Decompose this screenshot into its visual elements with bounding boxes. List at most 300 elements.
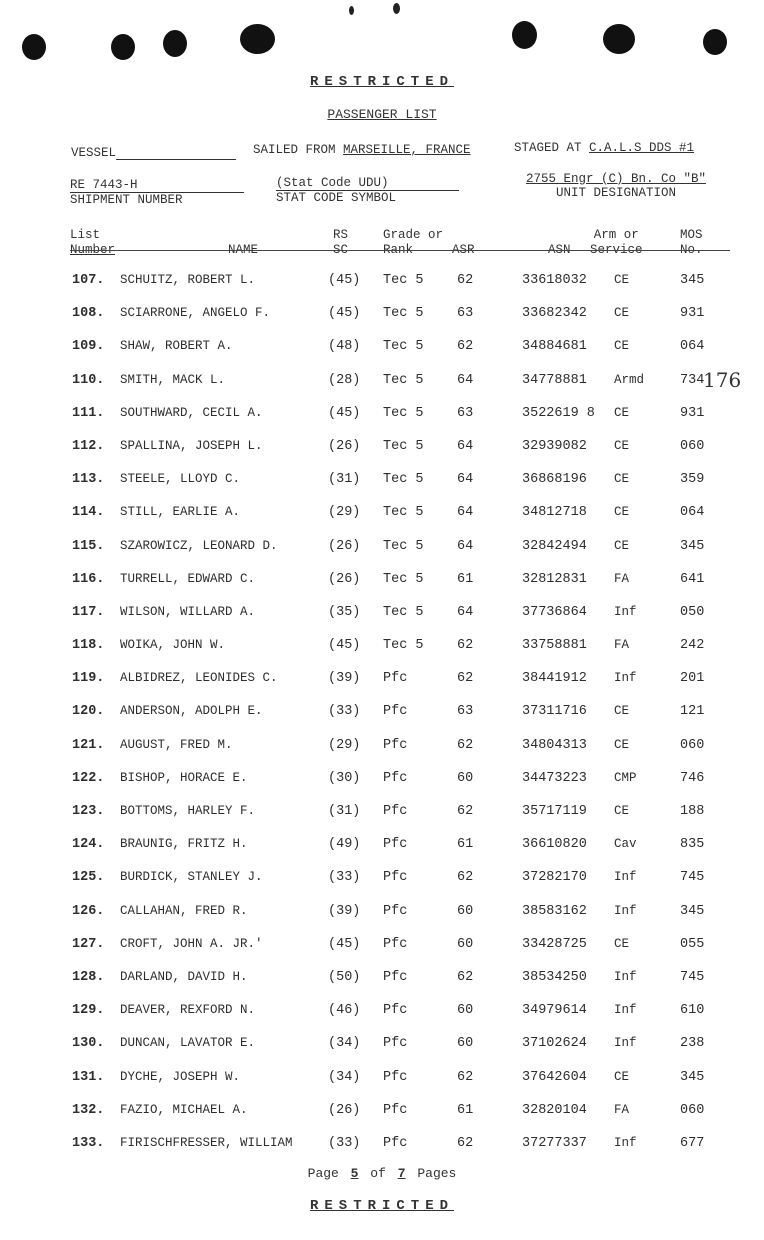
- cell-arm-or-service: Armd: [614, 372, 645, 387]
- cell-asn: 38534250: [522, 969, 587, 985]
- cell-rs-sc: (29): [328, 505, 361, 521]
- cell-asn: 37102624: [522, 1036, 587, 1052]
- cell-asn: 36868196: [522, 472, 587, 488]
- cell-asr: 60: [457, 1003, 474, 1019]
- cell-mos-number: 746: [680, 770, 705, 786]
- unit-designation-value: 2755 Engr (C) Bn. Co "B": [525, 172, 707, 186]
- page-indicator: [0, 1166, 764, 1181]
- cell-mos-number: 345: [680, 903, 705, 919]
- cell-name: AUGUST, FRED M.: [120, 737, 233, 752]
- cell-asr: 63: [457, 306, 474, 322]
- cell-arm-or-service: Inf: [614, 870, 637, 885]
- classification-bottom: RESTRICTED: [309, 1198, 454, 1214]
- cell-name: FAZIO, MICHAEL A.: [120, 1102, 248, 1117]
- table-row: [0, 265, 764, 298]
- col-header-name: NAME: [228, 243, 259, 257]
- cell-arm-or-service: Inf: [614, 1135, 637, 1150]
- table-row: [0, 398, 764, 431]
- cell-name: SOUTHWARD, CECIL A.: [120, 405, 263, 420]
- cell-asr: 64: [457, 604, 474, 620]
- cell-asr: 64: [457, 438, 474, 454]
- cell-asr: 64: [457, 372, 474, 388]
- cell-rs-sc: (48): [328, 339, 361, 355]
- cell-name: DARLAND, DAVID H.: [120, 969, 248, 984]
- cell-name: DYCHE, JOSEPH W.: [120, 1069, 241, 1084]
- cell-rs-sc: (33): [328, 1135, 361, 1151]
- table-row: [0, 796, 764, 829]
- cell-asn: 34979614: [522, 1003, 587, 1019]
- cell-asn: 33682342: [522, 306, 587, 322]
- sailed-from-label: SAILED FROM: [253, 143, 336, 157]
- binder-hole: [240, 24, 275, 54]
- cell-mos-number: 064: [680, 505, 705, 521]
- cell-mos-number: 242: [680, 638, 705, 654]
- page-prefix: Page: [307, 1166, 339, 1181]
- cell-list-number: 129.: [72, 1003, 105, 1019]
- cell-rs-sc: (33): [328, 870, 361, 886]
- cell-arm-or-service: FA: [614, 571, 630, 586]
- staged-at-field: [514, 141, 694, 155]
- cell-asn: 32820104: [522, 1102, 587, 1118]
- cell-mos-number: 641: [680, 571, 705, 587]
- sailed-from-field: [253, 143, 471, 157]
- cell-asr: 62: [457, 737, 474, 753]
- cell-asn: 37282170: [522, 870, 587, 886]
- col-header-line: Arm or: [593, 228, 639, 242]
- table-row: [0, 365, 764, 398]
- cell-grade: Tec 5: [383, 638, 424, 654]
- staged-at-label: STAGED AT: [514, 141, 582, 155]
- cell-mos-number: 745: [680, 870, 705, 886]
- cell-grade: Pfc: [383, 936, 408, 952]
- cell-asn: 34804313: [522, 737, 587, 753]
- cell-arm-or-service: Inf: [614, 903, 637, 918]
- shipment-number-label: SHIPMENT NUMBER: [70, 193, 183, 207]
- cell-asn: 36610820: [522, 837, 587, 853]
- col-header-line: Rank: [383, 243, 414, 257]
- table-row: [0, 630, 764, 663]
- cell-rs-sc: (30): [328, 770, 361, 786]
- table-row: [0, 1062, 764, 1095]
- cell-asr: 64: [457, 538, 474, 554]
- cell-list-number: 116.: [72, 571, 105, 587]
- ink-speck: [393, 3, 400, 14]
- cell-asr: 60: [457, 1036, 474, 1052]
- cell-rs-sc: (31): [328, 804, 361, 819]
- cell-asr: 62: [457, 339, 474, 355]
- cell-asn: 38583162: [522, 903, 587, 919]
- cell-list-number: 130.: [72, 1036, 105, 1052]
- cell-arm-or-service: Cav: [614, 837, 637, 852]
- table-row: [0, 298, 764, 331]
- cell-asn: 35717119: [522, 804, 587, 819]
- page-total: 7: [397, 1166, 406, 1181]
- cell-asr: 62: [457, 273, 474, 288]
- binder-hole: [163, 30, 187, 57]
- cell-mos-number: 345: [680, 273, 705, 288]
- cell-mos-number: 201: [680, 671, 705, 687]
- table-row: [0, 464, 764, 497]
- cell-asr: 62: [457, 1135, 474, 1151]
- cell-name: CALLAHAN, FRED R.: [120, 903, 248, 918]
- cell-list-number: 132.: [72, 1102, 105, 1118]
- table-row: [0, 896, 764, 929]
- binder-hole: [703, 29, 727, 55]
- classification-top: RESTRICTED: [309, 74, 454, 90]
- cell-list-number: 112.: [72, 438, 105, 454]
- cell-grade: Tec 5: [383, 273, 424, 288]
- cell-mos-number: 055: [680, 936, 705, 952]
- col-header-line: MOS: [680, 228, 703, 242]
- cell-asn: 34884681: [522, 339, 587, 355]
- cell-list-number: 113.: [72, 472, 105, 488]
- shipment-number-field: [70, 178, 244, 207]
- cell-asn: 38441912: [522, 671, 587, 687]
- cell-rs-sc: (35): [328, 604, 361, 620]
- cell-name: SPALLINA, JOSEPH L.: [120, 438, 263, 453]
- cell-grade: Pfc: [383, 804, 408, 819]
- cell-grade: Pfc: [383, 671, 408, 687]
- cell-list-number: 120.: [72, 704, 105, 720]
- passenger-table: [0, 265, 764, 1161]
- cell-arm-or-service: CE: [614, 339, 630, 354]
- cell-rs-sc: (45): [328, 273, 361, 288]
- cell-list-number: 115.: [72, 538, 105, 554]
- cell-rs-sc: (33): [328, 704, 361, 720]
- cell-grade: Tec 5: [383, 405, 424, 421]
- cell-arm-or-service: Inf: [614, 604, 637, 619]
- cell-mos-number: 359: [680, 472, 705, 488]
- cell-rs-sc: (34): [328, 1069, 361, 1085]
- cell-rs-sc: (45): [328, 638, 361, 654]
- cell-list-number: 109.: [72, 339, 105, 355]
- col-header-line: No.: [680, 243, 703, 257]
- vessel-label: VESSEL: [71, 146, 117, 160]
- cell-list-number: 133.: [72, 1135, 105, 1151]
- cell-asr: 63: [457, 405, 474, 421]
- page-current: 5: [350, 1166, 359, 1181]
- cell-grade: Pfc: [383, 770, 408, 786]
- cell-mos-number: 677: [680, 1135, 705, 1151]
- cell-name: ALBIDREZ, LEONIDES C.: [120, 671, 278, 686]
- cell-asn: 3522619 8: [522, 405, 595, 421]
- table-row: [0, 497, 764, 530]
- cell-grade: Pfc: [383, 969, 408, 985]
- cell-asn: 34812718: [522, 505, 587, 521]
- cell-asr: 62: [457, 969, 474, 985]
- cell-rs-sc: (26): [328, 538, 361, 554]
- cell-name: SMITH, MACK L.: [120, 372, 226, 387]
- cell-asr: 64: [457, 505, 474, 521]
- cell-asr: 60: [457, 903, 474, 919]
- col-header-asr: ASR: [452, 243, 475, 257]
- cell-arm-or-service: CE: [614, 273, 630, 287]
- vessel-field: [71, 146, 236, 160]
- cell-name: ANDERSON, ADOLPH E.: [120, 704, 263, 719]
- cell-list-number: 114.: [72, 505, 105, 521]
- cell-rs-sc: (45): [328, 306, 361, 322]
- cell-name: STEELE, LLOYD C.: [120, 472, 241, 487]
- cell-list-number: 117.: [72, 604, 105, 620]
- binder-hole: [512, 21, 537, 49]
- col-header-mos: [680, 228, 703, 258]
- cell-list-number: 107.: [72, 273, 105, 288]
- cell-grade: Tec 5: [383, 604, 424, 620]
- cell-grade: Pfc: [383, 1036, 408, 1052]
- cell-asn: 32939082: [522, 438, 587, 454]
- cell-asn: 37277337: [522, 1135, 587, 1151]
- cell-list-number: 123.: [72, 804, 105, 819]
- cell-name: BOTTOMS, HARLEY F.: [120, 804, 256, 818]
- table-row: [0, 696, 764, 729]
- cell-name: FIRISCHFRESSER, WILLIAM: [120, 1135, 293, 1150]
- cell-arm-or-service: CE: [614, 538, 630, 553]
- col-header-list-number: [70, 228, 115, 258]
- cell-asn: 33428725: [522, 936, 587, 952]
- table-row: [0, 1028, 764, 1061]
- cell-name: SHAW, ROBERT A.: [120, 339, 233, 354]
- cell-name: STILL, EARLIE A.: [120, 505, 241, 520]
- cell-asr: 61: [457, 571, 474, 587]
- cell-name: BRAUNIG, FRITZ H.: [120, 837, 248, 852]
- cell-asr: 61: [457, 837, 474, 853]
- cell-list-number: 128.: [72, 969, 105, 985]
- cell-grade: Pfc: [383, 837, 408, 853]
- cell-grade: Pfc: [383, 1102, 408, 1118]
- cell-arm-or-service: CE: [614, 306, 630, 321]
- cell-list-number: 122.: [72, 770, 105, 786]
- cell-asr: 62: [457, 870, 474, 886]
- cell-rs-sc: (39): [328, 671, 361, 687]
- cell-list-number: 124.: [72, 837, 105, 853]
- cell-name: WILSON, WILLARD A.: [120, 604, 256, 619]
- cell-list-number: 125.: [72, 870, 105, 886]
- cell-grade: Tec 5: [383, 372, 424, 388]
- cell-asn: 32812831: [522, 571, 587, 587]
- cell-mos-number: 345: [680, 1069, 705, 1085]
- cell-list-number: 127.: [72, 936, 105, 952]
- cell-name: DEAVER, REXFORD N.: [120, 1003, 256, 1018]
- binder-hole: [22, 34, 46, 60]
- cell-name: SCIARRONE, ANGELO F.: [120, 306, 271, 321]
- cell-mos-number: 734: [680, 372, 705, 388]
- unit-designation-label: UNIT DESIGNATION: [555, 186, 677, 200]
- table-row: [0, 862, 764, 895]
- cell-grade: Tec 5: [383, 505, 424, 521]
- cell-grade: Pfc: [383, 870, 408, 886]
- cell-arm-or-service: CE: [614, 405, 630, 420]
- cell-asr: 62: [457, 1069, 474, 1085]
- cell-name: BISHOP, HORACE E.: [120, 770, 248, 785]
- cell-asn: 32842494: [522, 538, 587, 554]
- cell-rs-sc: (31): [328, 472, 361, 488]
- cell-mos-number: 060: [680, 438, 705, 454]
- cell-asr: 63: [457, 704, 474, 720]
- cell-name: WOIKA, JOHN W.: [120, 638, 226, 653]
- cell-arm-or-service: FA: [614, 1102, 630, 1117]
- cell-mos-number: 745: [680, 969, 705, 985]
- table-row: [0, 995, 764, 1028]
- cell-asn: 37311716: [522, 704, 587, 720]
- cell-mos-number: 050: [680, 604, 705, 620]
- table-row: [0, 962, 764, 995]
- col-header-asn: ASN: [548, 243, 571, 257]
- staged-at-value: C.A.L.S DDS #1: [589, 141, 695, 155]
- cell-asn: 37642604: [522, 1069, 587, 1085]
- shipment-number-value: RE 7443-H: [70, 178, 244, 193]
- cell-arm-or-service: Inf: [614, 1036, 637, 1051]
- cell-grade: Tec 5: [383, 339, 424, 355]
- header-rule: [70, 250, 730, 251]
- document-title: PASSENGER LIST: [327, 107, 437, 122]
- stat-code-field: [276, 176, 459, 205]
- cell-list-number: 111.: [72, 405, 105, 421]
- cell-asn: 34473223: [522, 770, 587, 786]
- cell-asn: 34778881: [522, 372, 587, 388]
- cell-arm-or-service: CE: [614, 936, 630, 951]
- cell-rs-sc: (50): [328, 969, 361, 985]
- cell-arm-or-service: FA: [614, 638, 630, 653]
- cell-rs-sc: (28): [328, 372, 361, 388]
- table-row: [0, 564, 764, 597]
- cell-name: CROFT, JOHN A. JR.': [120, 936, 263, 951]
- binder-hole: [111, 34, 135, 60]
- cell-arm-or-service: Inf: [614, 969, 637, 984]
- col-header-line: RS: [333, 228, 349, 242]
- cell-list-number: 118.: [72, 638, 105, 654]
- cell-list-number: 126.: [72, 903, 105, 919]
- cell-list-number: 131.: [72, 1069, 105, 1085]
- cell-asn: 33758881: [522, 638, 587, 654]
- cell-grade: Pfc: [383, 1135, 408, 1151]
- cell-list-number: 119.: [72, 671, 105, 687]
- col-header-rs-sc: [333, 228, 348, 258]
- cell-asr: 62: [457, 804, 474, 819]
- cell-asr: 60: [457, 770, 474, 786]
- cell-list-number: 121.: [72, 737, 105, 753]
- unit-designation-field: [508, 172, 724, 200]
- cell-arm-or-service: Inf: [614, 1003, 637, 1018]
- cell-rs-sc: (34): [328, 1036, 361, 1052]
- page-of: of: [370, 1166, 386, 1181]
- binder-hole: [603, 24, 635, 54]
- cell-name: SCHUITZ, ROBERT L.: [120, 273, 256, 287]
- cell-rs-sc: (26): [328, 571, 361, 587]
- cell-arm-or-service: CE: [614, 438, 630, 453]
- cell-rs-sc: (45): [328, 936, 361, 952]
- stat-code-label: STAT CODE SYMBOL: [276, 191, 397, 205]
- cell-rs-sc: (29): [328, 737, 361, 753]
- col-header-line: Grade or: [383, 228, 444, 242]
- table-row: [0, 1128, 764, 1161]
- cell-name: DUNCAN, LAVATOR E.: [120, 1036, 256, 1051]
- table-row: [0, 597, 764, 630]
- col-header-line: Number: [70, 243, 116, 257]
- stat-code-value: (Stat Code UDU): [276, 176, 459, 191]
- cell-mos-number: 121: [680, 704, 705, 720]
- cell-rs-sc: (39): [328, 903, 361, 919]
- cell-arm-or-service: CE: [614, 1069, 630, 1084]
- cell-mos-number: 060: [680, 1102, 705, 1118]
- col-header-line: Service: [590, 243, 643, 257]
- cell-grade: Pfc: [383, 903, 408, 919]
- cell-grade: Tec 5: [383, 472, 424, 488]
- table-row: [0, 730, 764, 763]
- handwritten-mark: 176: [703, 368, 742, 392]
- sailed-from-value: MARSEILLE, FRANCE: [343, 143, 471, 157]
- cell-asn: 37736864: [522, 604, 587, 620]
- cell-grade: Tec 5: [383, 306, 424, 322]
- cell-asr: 64: [457, 472, 474, 488]
- cell-arm-or-service: CMP: [614, 770, 637, 785]
- cell-list-number: 110.: [72, 372, 105, 388]
- cell-arm-or-service: CE: [614, 737, 630, 752]
- cell-mos-number: 060: [680, 737, 705, 753]
- cell-mos-number: 931: [680, 405, 705, 421]
- col-header-arm: [590, 228, 643, 258]
- table-row: [0, 929, 764, 962]
- cell-mos-number: 188: [680, 804, 705, 819]
- cell-grade: Pfc: [383, 1003, 408, 1019]
- cell-grade: Pfc: [383, 737, 408, 753]
- cell-grade: Tec 5: [383, 438, 424, 454]
- cell-rs-sc: (46): [328, 1003, 361, 1019]
- cell-grade: Pfc: [383, 704, 408, 720]
- cell-name: SZAROWICZ, LEONARD D.: [120, 538, 278, 553]
- cell-arm-or-service: CE: [614, 704, 630, 719]
- cell-rs-sc: (26): [328, 1102, 361, 1118]
- cell-asn: 33618032: [522, 273, 587, 288]
- cell-arm-or-service: CE: [614, 505, 630, 520]
- cell-name: TURRELL, EDWARD C.: [120, 571, 256, 586]
- vessel-value: [116, 159, 236, 160]
- cell-arm-or-service: CE: [614, 472, 630, 487]
- cell-asr: 60: [457, 936, 474, 952]
- table-row: [0, 663, 764, 696]
- cell-name: BURDICK, STANLEY J.: [120, 870, 263, 885]
- table-row: [0, 1095, 764, 1128]
- table-row: [0, 431, 764, 464]
- cell-asr: 62: [457, 671, 474, 687]
- table-row: [0, 829, 764, 862]
- cell-rs-sc: (26): [328, 438, 361, 454]
- col-header-line: SC: [333, 243, 349, 257]
- cell-rs-sc: (49): [328, 837, 361, 853]
- table-row: [0, 763, 764, 796]
- cell-asr: 61: [457, 1102, 474, 1118]
- page-suffix: Pages: [417, 1166, 457, 1181]
- cell-mos-number: 238: [680, 1036, 705, 1052]
- cell-grade: Tec 5: [383, 571, 424, 587]
- col-header-grade: [383, 228, 443, 258]
- cell-asr: 62: [457, 638, 474, 654]
- cell-mos-number: 064: [680, 339, 705, 355]
- cell-list-number: 108.: [72, 306, 105, 322]
- cell-arm-or-service: CE: [614, 804, 630, 818]
- ink-speck: [349, 6, 354, 15]
- cell-mos-number: 345: [680, 538, 705, 554]
- table-row: [0, 531, 764, 564]
- cell-grade: Tec 5: [383, 538, 424, 554]
- col-header-line: List: [70, 228, 101, 242]
- cell-rs-sc: (45): [328, 405, 361, 421]
- cell-grade: Pfc: [383, 1069, 408, 1085]
- cell-mos-number: 610: [680, 1003, 705, 1019]
- cell-arm-or-service: Inf: [614, 671, 637, 686]
- cell-mos-number: 931: [680, 306, 705, 322]
- table-row: [0, 331, 764, 364]
- cell-mos-number: 835: [680, 837, 705, 853]
